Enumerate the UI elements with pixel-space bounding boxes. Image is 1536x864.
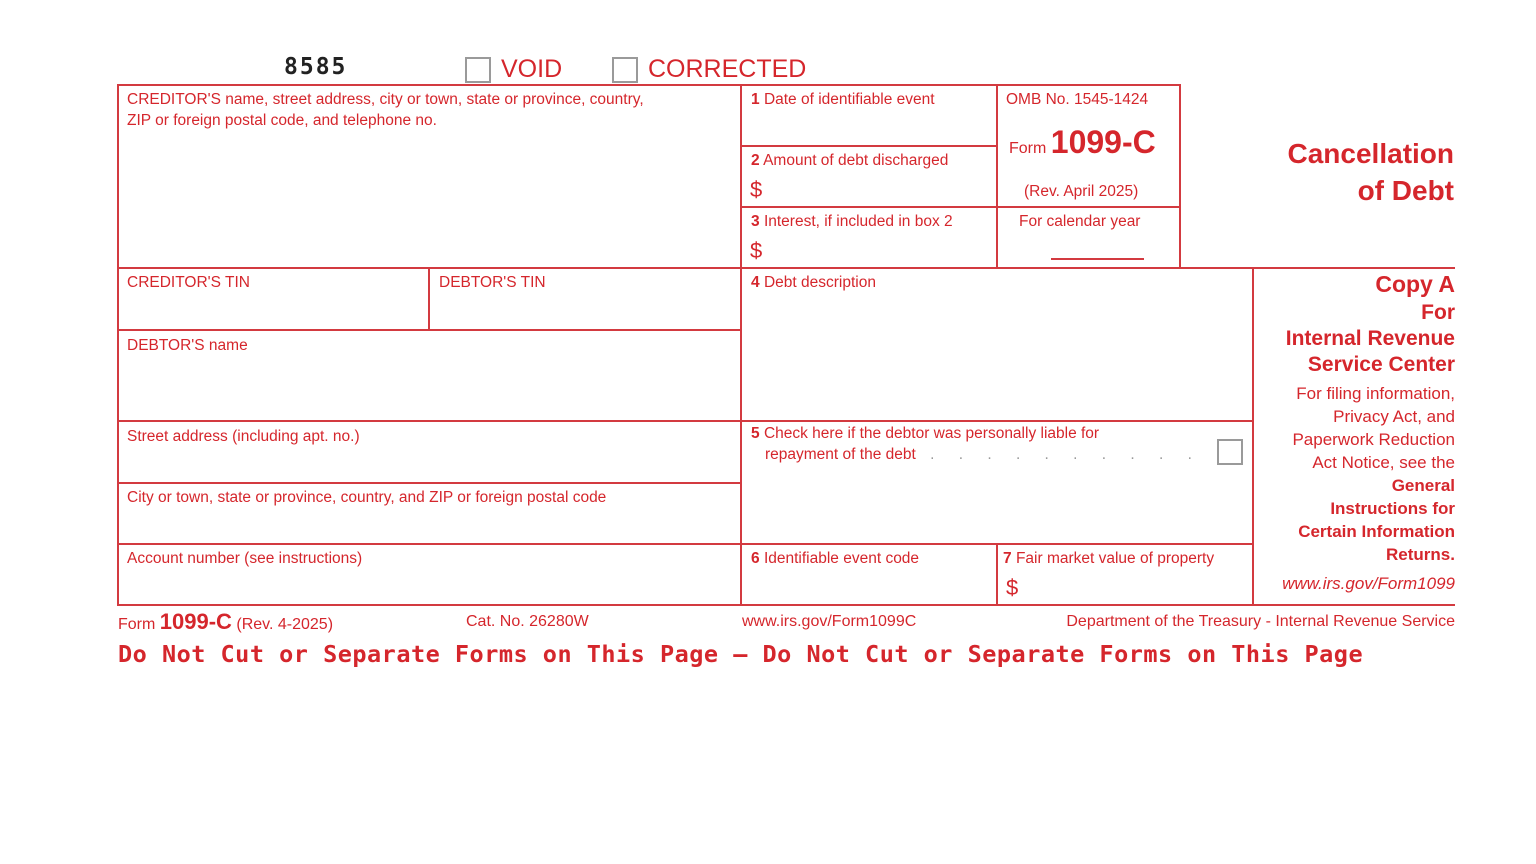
box3-dollar-sign: $ xyxy=(750,238,763,263)
box4-description-field[interactable] xyxy=(743,295,1251,419)
box6-event-code-field[interactable] xyxy=(743,571,995,603)
debtor-tin-label: DEBTOR'S TIN xyxy=(439,274,546,291)
irs-line1: Internal Revenue xyxy=(1285,327,1455,350)
form-prefix: Form xyxy=(1009,140,1047,157)
general-line2: Instructions for xyxy=(1330,499,1455,518)
calendar-year-field[interactable] xyxy=(1051,258,1144,260)
footer-form-prefix: Form xyxy=(118,616,156,633)
box5-liable-checkbox[interactable] xyxy=(1217,439,1243,465)
filing-line1: For filing information, xyxy=(1296,384,1455,403)
debtor-name-field[interactable] xyxy=(120,358,738,419)
box3-interest-field[interactable] xyxy=(770,235,994,266)
do-not-cut-notice: Do Not Cut or Separate Forms on This Page — Do Not Cut or Separate Forms on This Page xyxy=(118,640,1364,668)
general-line1: General xyxy=(1391,476,1455,495)
box4-label: 4 Debt description xyxy=(751,274,876,291)
calendar-year-label: For calendar year xyxy=(1019,213,1141,230)
title-line2: of Debt xyxy=(1357,175,1454,206)
title-line1: Cancellation xyxy=(1287,138,1454,169)
box1-date-field[interactable] xyxy=(743,112,995,144)
footer-form-id xyxy=(118,609,333,635)
filing-line3: Paperwork Reduction xyxy=(1292,430,1455,449)
debtor-tin-field[interactable] xyxy=(431,294,738,328)
irs-line2: Service Center xyxy=(1307,353,1455,376)
footer-url[interactable]: www.irs.gov/Form1099C xyxy=(742,613,917,630)
footer-department: Department of the Treasury - Internal Revenue Service xyxy=(1066,613,1455,630)
form-code-number: 8585 xyxy=(284,54,348,80)
box5-label: 5 Check here if the debtor was personally liable for xyxy=(751,425,1100,442)
for-label: For xyxy=(1421,301,1455,324)
creditor-tin-field[interactable] xyxy=(120,294,426,328)
filing-line4: Act Notice, see the xyxy=(1312,453,1455,472)
box5-label-line2: repayment of the debt . . . . . . . . . . xyxy=(765,446,1202,463)
city-label: City or town, state or province, country, and ZIP or foreign postal code xyxy=(127,489,607,506)
footer-cat-no: Cat. No. 26280W xyxy=(466,613,589,630)
box2-dollar-sign: $ xyxy=(750,177,763,202)
creditor-info-field[interactable] xyxy=(120,132,738,266)
copy-info-panel xyxy=(1256,268,1455,595)
filing-line2: Privacy Act, and xyxy=(1333,407,1455,426)
creditor-tin-label: CREDITOR'S TIN xyxy=(127,274,250,291)
form-id xyxy=(1009,124,1156,161)
street-address-label: Street address (including apt. no.) xyxy=(127,428,360,445)
box1-label: 1 Date of identifiable event xyxy=(751,91,935,108)
general-line3: Certain Information xyxy=(1298,522,1455,541)
void-label: VOID xyxy=(501,55,563,83)
irs-url-link[interactable]: www.irs.gov/Form1099 xyxy=(1282,574,1455,593)
form-name: 1099-C xyxy=(1050,124,1156,160)
box2-label: 2 Amount of debt discharged xyxy=(751,152,949,169)
street-address-field[interactable] xyxy=(120,449,738,481)
account-number-field[interactable] xyxy=(120,571,738,603)
creditor-info-label-line2: ZIP or foreign postal code, and telephone no. xyxy=(127,112,437,129)
copy-label: Copy A xyxy=(1375,271,1455,297)
box6-label: 6 Identifiable event code xyxy=(751,550,920,567)
form-revision: (Rev. April 2025) xyxy=(1024,183,1139,200)
debtor-name-label: DEBTOR'S name xyxy=(127,337,248,354)
box3-label: 3 Interest, if included in box 2 xyxy=(751,213,953,230)
corrected-label: CORRECTED xyxy=(648,55,807,83)
leader-dots: . . . . . . . . . . xyxy=(930,446,1202,463)
omb-number: OMB No. 1545-1424 xyxy=(1006,91,1149,108)
box7-label: 7 Fair market value of property xyxy=(1003,550,1215,567)
city-field[interactable] xyxy=(120,510,738,542)
corrected-checkbox[interactable] xyxy=(612,57,638,83)
box7-dollar-sign: $ xyxy=(1006,575,1019,600)
box2-amount-field[interactable] xyxy=(770,174,994,205)
void-checkbox[interactable] xyxy=(465,57,491,83)
creditor-info-label: CREDITOR'S name, street address, city or town, state or province, country, xyxy=(127,91,644,108)
account-number-label: Account number (see instructions) xyxy=(127,550,363,567)
footer-revision: (Rev. 4-2025) xyxy=(236,616,334,633)
general-line4: Returns. xyxy=(1386,545,1455,564)
footer-form-name: 1099-C xyxy=(159,609,232,634)
box7-fmv-field[interactable] xyxy=(1025,572,1251,603)
